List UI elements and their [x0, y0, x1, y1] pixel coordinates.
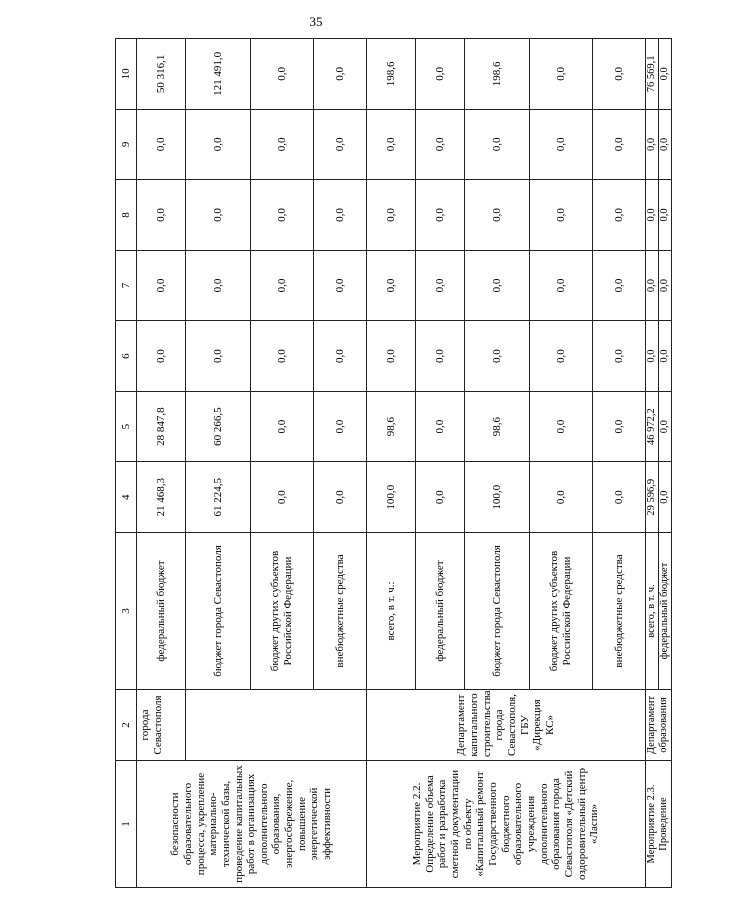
value-cell: 0,0 — [186, 321, 251, 392]
activity-name: Мероприятие 2.2. Определение объема работ и разработка сметной документации по объекту «Капитальный ремонт Государственного бюджетного образовательного учреждения дополнительного образования города Севастополя «Детский оздоровительный центр «Ласпи» — [367, 761, 646, 888]
value-cell: 0,0 — [251, 250, 314, 321]
executor: города Севастополя — [137, 690, 186, 761]
value-cell: 0,0 — [593, 321, 646, 392]
value-cell: 0,0 — [465, 250, 530, 321]
value-cell: 0,0 — [416, 39, 465, 110]
value-cell: 21 468,3 — [137, 462, 186, 533]
value-cell: 0,0 — [137, 109, 186, 180]
activity-name: безопасности образовательного процесса, укрепление материально-технической базы, проведение капитальных работ в организациях дополнительного образования, энергосбережение, повышение энергетической эффективности — [137, 761, 367, 888]
value-cell: 0,0 — [530, 321, 593, 392]
value-cell: 0,0 — [593, 391, 646, 462]
value-cell: 46 972,2 — [646, 391, 659, 462]
value-cell: 0,0 — [186, 180, 251, 251]
executor: Департамент образования — [646, 690, 672, 761]
value-cell: 0,0 — [659, 321, 672, 392]
value-cell: 0,0 — [251, 321, 314, 392]
rotated-table-page — [115, 38, 735, 888]
funding-source: федеральный бюджет — [659, 533, 672, 690]
executor-empty — [186, 690, 367, 761]
value-cell: 0,0 — [137, 321, 186, 392]
value-cell: 0,0 — [659, 250, 672, 321]
header-cell: 2 — [116, 690, 137, 761]
value-cell: 0,0 — [465, 109, 530, 180]
header-row — [116, 39, 137, 888]
value-cell: 0,0 — [593, 250, 646, 321]
value-cell: 0,0 — [646, 250, 659, 321]
activity-name: Мероприятие 2.3. Проведение — [646, 761, 672, 888]
value-cell: 0,0 — [530, 462, 593, 533]
value-cell: 0,0 — [251, 39, 314, 110]
table-row — [137, 39, 186, 888]
value-cell: 0,0 — [416, 321, 465, 392]
value-cell: 0,0 — [416, 250, 465, 321]
value-cell: 0,0 — [593, 39, 646, 110]
value-cell: 0,0 — [646, 180, 659, 251]
value-cell: 98,6 — [367, 391, 416, 462]
value-cell: 0,0 — [593, 180, 646, 251]
value-cell: 0,0 — [186, 109, 251, 180]
value-cell: 60 266,5 — [186, 391, 251, 462]
funding-source: федеральный бюджет — [137, 533, 186, 690]
value-cell: 0,0 — [659, 391, 672, 462]
value-cell: 0,0 — [530, 391, 593, 462]
table-row — [646, 39, 659, 888]
table-row — [367, 39, 416, 888]
value-cell: 61 224,5 — [186, 462, 251, 533]
value-cell: 0,0 — [314, 180, 367, 251]
header-cell: 3 — [116, 533, 137, 690]
funding-source: бюджет других субъектов Российской Федерации — [251, 533, 314, 690]
value-cell: 0,0 — [530, 180, 593, 251]
value-cell: 198,6 — [367, 39, 416, 110]
value-cell: 28 847,8 — [137, 391, 186, 462]
header-cell: 8 — [116, 180, 137, 251]
value-cell: 50 316,1 — [137, 39, 186, 110]
value-cell: 0,0 — [646, 109, 659, 180]
executor: Департамент капитального строительства города Севастополя, ГБУ «Дирекция КС» — [367, 690, 646, 761]
value-cell: 0,0 — [314, 391, 367, 462]
funding-source: внебюджетные средства — [593, 533, 646, 690]
value-cell: 0,0 — [251, 391, 314, 462]
value-cell: 0,0 — [137, 250, 186, 321]
value-cell: 198,6 — [465, 39, 530, 110]
header-cell: 1 — [116, 761, 137, 888]
value-cell: 0,0 — [593, 109, 646, 180]
value-cell: 98,6 — [465, 391, 530, 462]
value-cell: 0,0 — [530, 250, 593, 321]
value-cell: 100,0 — [367, 462, 416, 533]
value-cell: 100,0 — [465, 462, 530, 533]
table-row — [186, 39, 251, 888]
value-cell: 0,0 — [367, 250, 416, 321]
value-cell: 0,0 — [646, 321, 659, 392]
funding-source: всего, в т. ч. — [646, 533, 659, 690]
value-cell: 0,0 — [593, 462, 646, 533]
funding-source: бюджет города Севастополя — [186, 533, 251, 690]
funding-source: бюджет города Севастополя — [465, 533, 530, 690]
value-cell: 0,0 — [251, 462, 314, 533]
value-cell: 0,0 — [416, 391, 465, 462]
value-cell: 0,0 — [314, 462, 367, 533]
value-cell: 0,0 — [659, 109, 672, 180]
value-cell: 0,0 — [530, 39, 593, 110]
value-cell: 0,0 — [251, 180, 314, 251]
value-cell: 0,0 — [367, 180, 416, 251]
header-cell: 7 — [116, 250, 137, 321]
value-cell: 0,0 — [416, 180, 465, 251]
value-cell: 0,0 — [251, 109, 314, 180]
value-cell: 0,0 — [367, 109, 416, 180]
value-cell: 0,0 — [314, 109, 367, 180]
value-cell: 0,0 — [314, 39, 367, 110]
value-cell: 29 596,9 — [646, 462, 659, 533]
value-cell: 0,0 — [186, 250, 251, 321]
value-cell: 0,0 — [659, 462, 672, 533]
value-cell: 0,0 — [530, 109, 593, 180]
funding-source: внебюджетные средства — [314, 533, 367, 690]
funding-source: всего, в т. ч.: — [367, 533, 416, 690]
header-cell: 6 — [116, 321, 137, 392]
page-number: 35 — [309, 14, 323, 29]
budget-table — [115, 38, 672, 888]
value-cell: 0,0 — [659, 39, 672, 110]
header-cell: 5 — [116, 391, 137, 462]
value-cell: 0,0 — [314, 321, 367, 392]
value-cell: 0,0 — [137, 180, 186, 251]
value-cell: 76 569,1 — [646, 39, 659, 110]
value-cell: 0,0 — [314, 250, 367, 321]
value-cell: 0,0 — [659, 180, 672, 251]
value-cell: 0,0 — [465, 321, 530, 392]
header-cell: 4 — [116, 462, 137, 533]
header-cell: 9 — [116, 109, 137, 180]
funding-source: федеральный бюджет — [416, 533, 465, 690]
value-cell: 0,0 — [367, 321, 416, 392]
value-cell: 121 491,0 — [186, 39, 251, 110]
value-cell: 0,0 — [465, 180, 530, 251]
value-cell: 0,0 — [416, 462, 465, 533]
value-cell: 0,0 — [416, 109, 465, 180]
header-cell: 10 — [116, 39, 137, 110]
funding-source: бюджет других субъектов Российской Федерации — [530, 533, 593, 690]
